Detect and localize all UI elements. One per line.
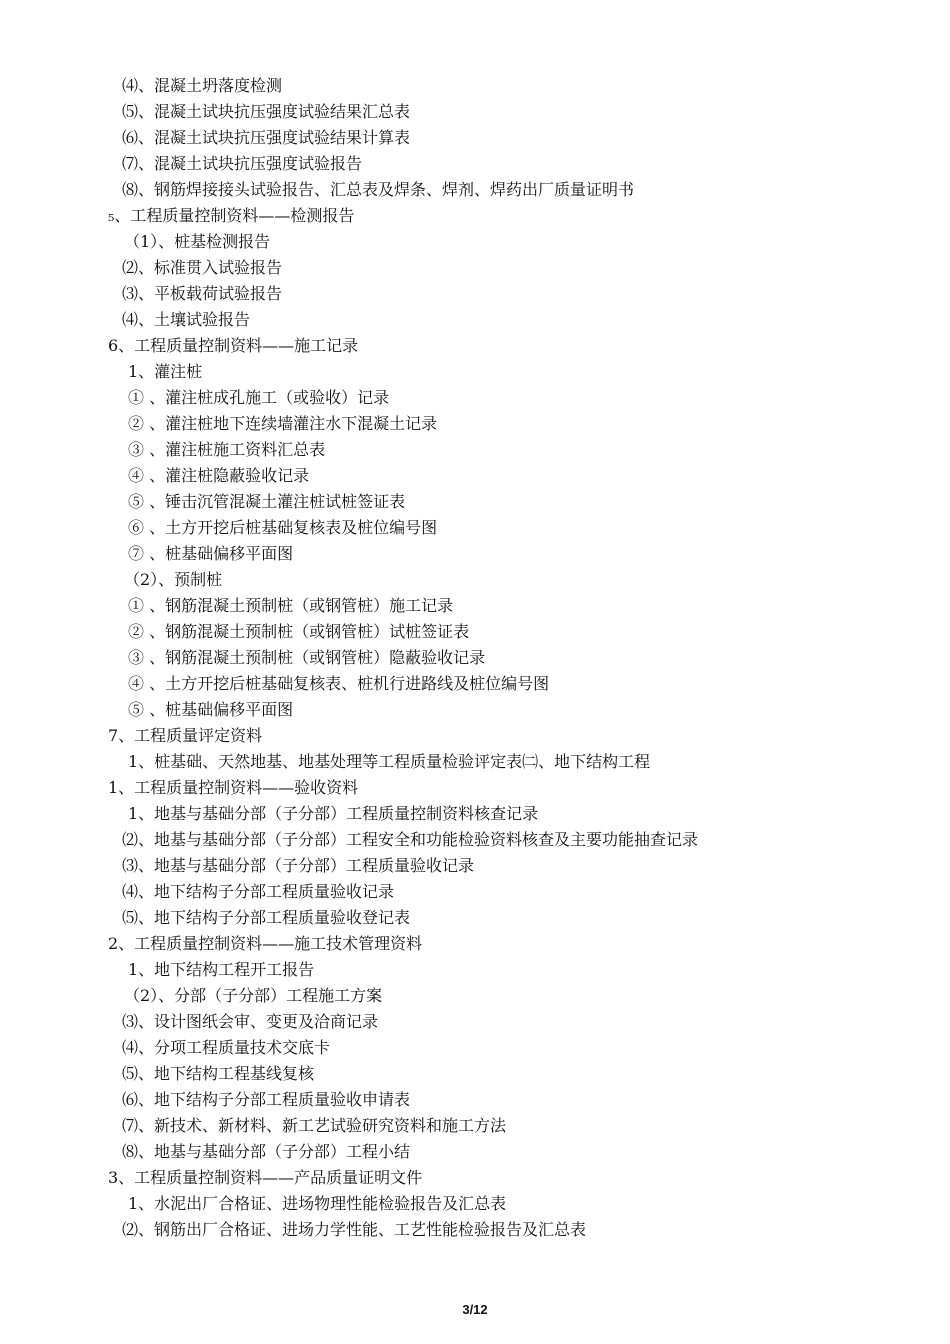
list-item-text: 1、水泥出厂合格证、进场物理性能检验报告及汇总表 [128, 1194, 507, 1213]
section-heading [0, 1165, 950, 1191]
list-item-text: ③ 、钢筋混凝土预制桩（或钢管桩）隐蔽验收记录 [128, 648, 486, 667]
section-heading-text: 6、工程质量控制资料——施工记录 [108, 336, 359, 355]
section-heading-text: ₅、工程质量控制资料——检测报告 [108, 206, 355, 225]
section-heading-text: 1、工程质量控制资料——验收资料 [108, 778, 359, 797]
list-item-text: ⑵、标准贯入试验报告 [122, 258, 283, 277]
section-heading-text: 2、工程质量控制资料——施工技术管理资料 [108, 934, 423, 953]
list-item-text: 1、桩基础、天然地基、地基处理等工程质量检验评定表㈡、地下结构工程 [128, 752, 651, 771]
list-item-text: 1、地基与基础分部（子分部）工程质量控制资料核查记录 [128, 804, 539, 823]
section-heading [0, 203, 950, 229]
list-item-text: ⑵、钢筋出厂合格证、进场力学性能、工艺性能检验报告及汇总表 [122, 1220, 587, 1239]
list-item [0, 957, 950, 983]
list-item [0, 1009, 950, 1035]
list-item [0, 879, 950, 905]
list-item-text: ⑸、地下结构工程基线复核 [122, 1064, 315, 1083]
list-item-text: （2）、分部（子分部）工程施工方案 [124, 986, 383, 1005]
list-item-text: ⑹、混凝土试块抗压强度试验结果计算表 [122, 128, 411, 147]
list-item [0, 905, 950, 931]
list-item [0, 853, 950, 879]
list-item [0, 541, 950, 567]
list-item-text: ① 、钢筋混凝土预制桩（或钢管桩）施工记录 [128, 596, 454, 615]
list-item [0, 827, 950, 853]
list-item-text: ⑷、分项工程质量技术交底卡 [122, 1038, 331, 1057]
list-item [0, 1035, 950, 1061]
list-item-text: ⑺、混凝土试块抗压强度试验报告 [122, 154, 363, 173]
list-item-text: ⑤ 、锤击沉管混凝土灌注桩试桩签证表 [128, 492, 406, 511]
list-item-text: 1、地下结构工程开工报告 [128, 960, 315, 979]
list-item [0, 593, 950, 619]
list-item [0, 1087, 950, 1113]
section-heading [0, 931, 950, 957]
list-item-text: ④ 、灌注桩隐蔽验收记录 [128, 466, 310, 485]
sub-heading [0, 567, 950, 593]
list-item [0, 411, 950, 437]
list-item-text: ⑤ 、桩基础偏移平面图 [128, 700, 294, 719]
list-item [0, 125, 950, 151]
list-item-text: ⑻、地基与基础分部（子分部）工程小结 [122, 1142, 411, 1161]
list-item-text: ⑻、钢筋焊接接头试验报告、汇总表及焊条、焊剂、焊药出厂质量证明书 [122, 180, 635, 199]
list-item-text: ⑶、平板载荷试验报告 [122, 284, 283, 303]
list-item [0, 463, 950, 489]
list-item [0, 255, 950, 281]
list-item [0, 1191, 950, 1217]
section-heading [0, 333, 950, 359]
list-item [0, 515, 950, 541]
sub-heading-text: （2）、预制桩 [124, 570, 223, 589]
page-number: 3/12 [462, 1302, 488, 1317]
section-heading-text: 3、工程质量控制资料——产品质量证明文件 [108, 1168, 423, 1187]
sub-heading [0, 359, 950, 385]
list-item [0, 1113, 950, 1139]
list-item-text: ⑥ 、土方开挖后桩基础复核表及桩位编号图 [128, 518, 438, 537]
list-item-text: ④ 、土方开挖后桩基础复核表、桩机行进路线及桩位编号图 [128, 674, 550, 693]
list-item [0, 385, 950, 411]
list-item [0, 619, 950, 645]
list-item [0, 99, 950, 125]
list-item [0, 671, 950, 697]
list-item-text: ⑸、混凝土试块抗压强度试验结果汇总表 [122, 102, 411, 121]
list-item-text: ② 、钢筋混凝土预制桩（或钢管桩）试桩签证表 [128, 622, 470, 641]
list-item-text: ⑵、地基与基础分部（子分部）工程安全和功能检验资料核查及主要功能抽查记录 [122, 830, 699, 849]
list-item-text: ⑶、设计图纸会审、变更及洽商记录 [122, 1012, 379, 1031]
list-item [0, 645, 950, 671]
section-heading [0, 775, 950, 801]
list-item-text: ⑷、地下结构子分部工程质量验收记录 [122, 882, 395, 901]
list-item [0, 1217, 950, 1243]
list-item [0, 437, 950, 463]
list-item [0, 281, 950, 307]
list-item [0, 229, 950, 255]
list-item [0, 177, 950, 203]
list-item-text: ⑶、地基与基础分部（子分部）工程质量验收记录 [122, 856, 475, 875]
list-item-text: ① 、灌注桩成孔施工（或验收）记录 [128, 388, 390, 407]
list-item [0, 489, 950, 515]
list-item-text: ⑦ 、桩基础偏移平面图 [128, 544, 294, 563]
list-item [0, 1139, 950, 1165]
list-item [0, 73, 950, 99]
section-heading-text: 7、工程质量评定资料 [108, 726, 263, 745]
list-item-text: ⑺、新技术、新材料、新工艺试验研究资料和施工方法 [122, 1116, 507, 1135]
list-item-text: ⑸、地下结构子分部工程质量验收登记表 [122, 908, 411, 927]
list-item [0, 697, 950, 723]
list-item [0, 749, 950, 775]
list-item [0, 307, 950, 333]
list-item [0, 983, 950, 1009]
list-item-text: ③ 、灌注桩施工资料汇总表 [128, 440, 326, 459]
list-item-text: ⑷、土壤试验报告 [122, 310, 251, 329]
list-item-text: （1）、桩基检测报告 [124, 232, 271, 251]
document-body [0, 73, 950, 1243]
list-item-text: ② 、灌注桩地下连续墙灌注水下混凝土记录 [128, 414, 438, 433]
list-item [0, 151, 950, 177]
list-item [0, 1061, 950, 1087]
list-item-text: ⑷、混凝土坍落度检测 [122, 76, 283, 95]
list-item [0, 801, 950, 827]
section-heading [0, 723, 950, 749]
list-item-text: ⑹、地下结构子分部工程质量验收申请表 [122, 1090, 411, 1109]
sub-heading-text: 1、灌注桩 [128, 362, 203, 381]
